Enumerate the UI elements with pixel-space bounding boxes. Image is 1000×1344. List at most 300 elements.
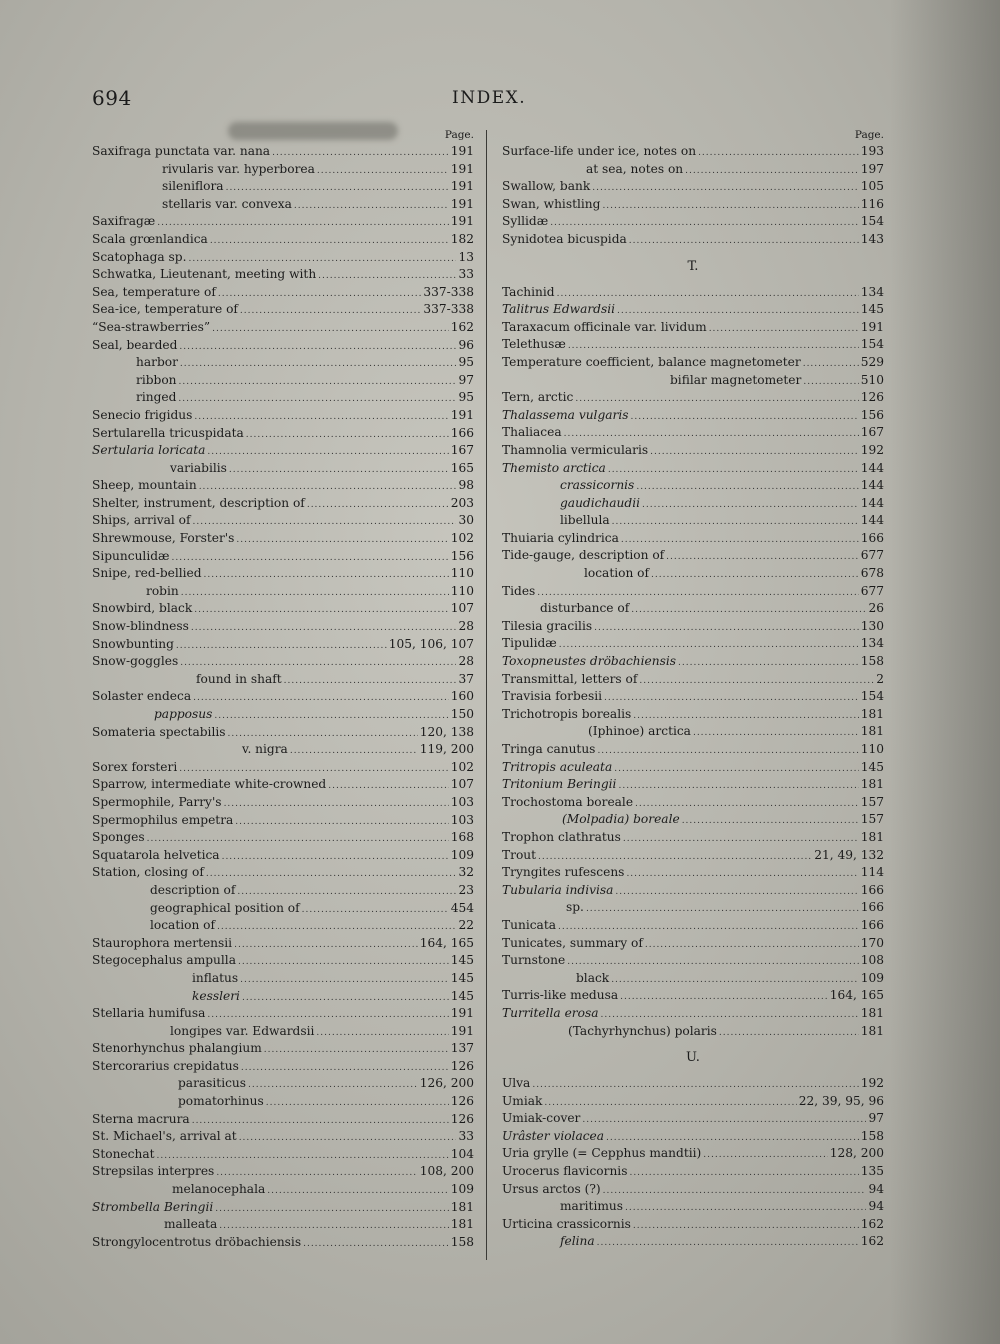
entry-term: Trophon clathratus	[502, 829, 621, 844]
entry-page-number: 191	[450, 196, 474, 211]
index-entry	[502, 671, 884, 689]
dot-leader	[803, 374, 858, 392]
entry-page-number: 145	[860, 759, 884, 774]
dot-leader	[317, 163, 449, 181]
index-entry	[92, 389, 474, 407]
entry-page-number: 181	[450, 1199, 474, 1214]
index-entry	[502, 530, 884, 548]
entry-term: robin	[146, 583, 179, 598]
index-entry	[502, 231, 884, 249]
index-entry	[502, 336, 884, 354]
entry-term: Stenorhynchus phalangium	[92, 1041, 262, 1056]
entry-page-number: 126	[450, 1094, 474, 1109]
entry-page-number: 166	[450, 425, 474, 440]
column-divider	[486, 130, 487, 1260]
entry-page-number: 167	[450, 443, 474, 458]
index-entry	[502, 600, 884, 618]
entry-term: Tilesia gracilis	[502, 618, 593, 633]
entry-page-number: 33	[458, 267, 474, 282]
entry-page-number: 105, 106, 107	[388, 636, 474, 651]
entry-page-number: 134	[860, 636, 884, 651]
entry-term: felina	[560, 1234, 595, 1249]
index-entry	[502, 424, 884, 442]
entry-term: bifilar magnetometer	[670, 372, 802, 387]
index-entry	[92, 1058, 474, 1076]
entry-page-number: 192	[860, 1076, 884, 1091]
dot-leader	[179, 374, 457, 392]
dot-leader	[594, 620, 859, 638]
entry-page-number: 119, 200	[419, 742, 474, 757]
dot-leader	[567, 954, 859, 972]
entry-page-number: 28	[458, 619, 474, 634]
entry-term: Tipulidæ	[502, 636, 557, 651]
dot-leader	[235, 814, 448, 832]
index-entry	[502, 301, 884, 319]
entry-page-number: 30	[458, 513, 474, 528]
entry-term: Snow-blindness	[92, 619, 189, 634]
entry-term: Snowbird, black	[92, 601, 193, 616]
entry-term: Ulva	[502, 1076, 531, 1091]
dot-leader	[215, 1201, 448, 1219]
index-entry	[92, 583, 474, 601]
index-entry	[502, 952, 884, 970]
index-entry	[502, 354, 884, 372]
entry-term: inflatus	[192, 970, 239, 985]
entry-term: Station, closing of	[92, 865, 204, 880]
entry-page-number: 126	[450, 1111, 474, 1126]
entry-page-number: 134	[860, 284, 884, 299]
entry-page-number: 145	[860, 302, 884, 317]
entry-page-number: 120, 138	[419, 724, 474, 739]
index-entry	[502, 970, 884, 988]
entry-page-number: 510	[860, 372, 884, 387]
entry-term: maritimus	[560, 1199, 624, 1214]
entry-page-number: 168	[450, 830, 474, 845]
entry-term: Seal, bearded	[92, 337, 178, 352]
entry-page-number: 157	[860, 794, 884, 809]
entry-page-number: 103	[450, 812, 474, 827]
dot-leader	[193, 690, 449, 708]
dot-leader	[241, 1060, 449, 1078]
entry-page-number: 108	[860, 953, 884, 968]
dot-leader	[224, 796, 449, 814]
dot-leader	[302, 902, 449, 920]
entry-term: melanocephala	[172, 1182, 266, 1197]
index-entry	[92, 776, 474, 794]
index-entry	[502, 512, 884, 530]
dot-leader	[629, 1165, 858, 1183]
dot-leader	[614, 761, 859, 779]
index-entry	[92, 178, 474, 196]
dot-leader	[698, 145, 859, 163]
index-entry	[92, 1040, 474, 1058]
dot-leader	[207, 444, 448, 462]
entry-page-number: 110	[450, 583, 474, 598]
entry-page-number: 529	[860, 354, 884, 369]
entry-term: Tritonium Beringii	[502, 777, 617, 792]
index-entry	[92, 864, 474, 882]
index-entry	[92, 1216, 474, 1234]
entry-term: disturbance of	[540, 601, 630, 616]
index-entry	[92, 1146, 474, 1164]
dot-leader	[611, 972, 859, 990]
entry-term: (Molpadia) boreale	[562, 812, 680, 827]
entry-page-number: 94	[868, 1199, 884, 1214]
dot-leader	[666, 549, 859, 567]
entry-page-number: 109	[450, 1182, 474, 1197]
index-entry	[92, 407, 474, 425]
entry-page-number: 128, 200	[829, 1146, 884, 1161]
entry-page-number: 2	[876, 671, 884, 686]
index-entry	[502, 1216, 884, 1234]
index-entry	[92, 653, 474, 671]
index-entry	[92, 724, 474, 742]
index-entry	[502, 741, 884, 759]
entry-page-number: 102	[450, 759, 474, 774]
index-entry	[92, 249, 474, 267]
dot-leader	[703, 1147, 827, 1165]
entry-term: sileniflora	[162, 179, 224, 194]
index-entry	[502, 1023, 884, 1041]
entry-page-number: 162	[860, 1216, 884, 1231]
entry-page-number: 33	[458, 1129, 474, 1144]
index-entry	[92, 1128, 474, 1146]
entry-term: Turritella erosa	[502, 1005, 599, 1020]
index-entry	[502, 477, 884, 495]
dot-leader	[650, 444, 859, 462]
dot-leader	[180, 356, 457, 374]
entry-term: kessleri	[192, 988, 240, 1003]
entry-page-number: 96	[458, 337, 474, 352]
dot-leader	[633, 1218, 859, 1236]
index-entry	[92, 354, 474, 372]
entry-page-number: 191	[450, 407, 474, 422]
index-entry	[502, 583, 884, 601]
index-entry	[92, 988, 474, 1006]
entry-term: Thuiaria cylindrica	[502, 530, 619, 545]
entry-term: Turris-like medusa	[502, 988, 619, 1003]
entry-term: Scatophaga sp.	[92, 249, 187, 264]
index-entry	[502, 847, 884, 865]
entry-term: Senecio frigidus	[92, 407, 193, 422]
index-entry	[92, 143, 474, 161]
entry-page-number: 160	[450, 689, 474, 704]
index-entry	[502, 776, 884, 794]
dot-leader	[214, 708, 448, 726]
dot-leader	[212, 321, 449, 339]
dot-leader	[239, 1130, 457, 1148]
entry-term: Tunicata	[502, 917, 556, 932]
index-entry	[92, 847, 474, 865]
entry-page-number: 181	[860, 777, 884, 792]
entry-term: Saxifraga punctata var. nana	[92, 144, 271, 158]
entry-term: Tachinid	[502, 284, 555, 299]
entry-page-number: 126	[450, 1058, 474, 1073]
entry-page-number: 164, 165	[829, 988, 884, 1003]
entry-page-number: 21, 49, 132	[814, 847, 884, 862]
entry-page-number: 181	[860, 724, 884, 739]
index-entry	[502, 389, 884, 407]
entry-page-number: 191	[450, 161, 474, 176]
entry-term: longipes var. Edwardsii	[170, 1023, 315, 1038]
entry-page-number: 109	[860, 970, 884, 985]
index-entry	[502, 143, 884, 161]
entry-page-number: 181	[860, 829, 884, 844]
dot-leader	[582, 1112, 866, 1130]
entry-page-number: 114	[860, 865, 884, 880]
entry-term: Thamnolia vermicularis	[502, 442, 649, 457]
index-entry	[92, 425, 474, 443]
entry-page-number: 110	[450, 566, 474, 581]
index-column-right	[502, 128, 884, 1251]
entry-term: (Tachyrhynchus) polaris	[568, 1023, 717, 1038]
index-entry	[502, 1005, 884, 1023]
entry-term: Stellaria humifusa	[92, 1006, 206, 1021]
entry-term: rivularis var. hyperborea	[162, 161, 315, 176]
dot-leader	[625, 1200, 866, 1218]
running-head: INDEX.	[452, 88, 527, 108]
entry-page-number: 170	[860, 935, 884, 950]
index-entry	[92, 530, 474, 548]
entry-term: ringed	[136, 390, 177, 405]
index-entry	[92, 794, 474, 812]
entry-page-number: 154	[860, 689, 884, 704]
entry-term: Stercorarius crepidatus	[92, 1058, 239, 1073]
entry-page-number: 156	[450, 548, 474, 563]
entry-term: Synidotea bicuspida	[502, 231, 627, 246]
dot-leader	[178, 391, 456, 409]
entry-page-number: 166	[860, 917, 884, 932]
dot-leader	[612, 514, 859, 532]
entry-term: pomatorhinus	[178, 1094, 264, 1109]
index-entry	[502, 407, 884, 425]
entry-page-number: 166	[860, 530, 884, 545]
index-entry	[92, 284, 474, 302]
entry-page-number: 158	[860, 654, 884, 669]
entry-term: Telethusæ	[502, 337, 566, 352]
dot-leader	[204, 567, 449, 585]
dot-leader	[631, 409, 859, 427]
dot-leader	[328, 778, 449, 796]
entry-term: Tringa canutus	[502, 742, 596, 756]
entry-term: v. nigra	[242, 742, 288, 757]
dot-leader	[602, 198, 858, 216]
entry-term: Taraxacum officinale var. lividum	[502, 319, 707, 334]
entry-term: Umiak	[502, 1093, 543, 1108]
index-entry	[502, 917, 884, 935]
entry-term: location of	[150, 918, 216, 933]
entry-page-number: 154	[860, 337, 884, 352]
entry-page-number: 165	[450, 460, 474, 475]
dot-leader	[544, 1095, 796, 1113]
entry-term: description of	[150, 882, 236, 897]
index-entry	[92, 600, 474, 618]
index-entry	[502, 829, 884, 847]
entry-term: Talitrus Edwardsii	[502, 302, 616, 317]
dot-leader	[194, 602, 449, 620]
entry-term: geographical position of	[150, 900, 300, 915]
entry-term: variabilis	[170, 460, 227, 475]
entry-term: Tryngites rufescens	[502, 865, 625, 880]
entry-term: Transmittal, letters of	[502, 671, 638, 686]
index-entry	[92, 812, 474, 830]
entry-term: Staurophora mertensii	[92, 935, 233, 950]
entry-term: at sea, notes on	[586, 161, 684, 176]
index-column-left	[92, 128, 474, 1251]
entry-page-number: 156	[860, 407, 884, 422]
entry-term: St. Michael's, arrival at	[92, 1129, 237, 1144]
entry-page-number: 191	[450, 179, 474, 194]
entry-term: crassicornis	[560, 478, 635, 493]
entry-term: Stegocephalus ampulla	[92, 953, 236, 968]
dot-leader	[620, 989, 828, 1007]
entry-term: Tern, arctic	[502, 390, 574, 405]
dot-leader	[693, 725, 859, 743]
dot-leader	[246, 427, 449, 445]
index-entry	[92, 372, 474, 390]
entry-page-number: 102	[450, 531, 474, 546]
entry-page-number: 108, 200	[419, 1164, 474, 1179]
entry-term: Tide-gauge, description of	[502, 548, 665, 563]
entry-page-number: 181	[860, 1023, 884, 1038]
entry-term: Surface-life under ice, notes on	[502, 144, 697, 158]
dot-leader	[645, 937, 859, 955]
index-entry	[502, 460, 884, 478]
entry-term: location of	[584, 566, 650, 581]
entry-term: malleata	[164, 1217, 218, 1232]
dot-leader	[236, 532, 448, 550]
index-entry	[92, 706, 474, 724]
dot-leader	[307, 497, 449, 515]
index-entry	[502, 1163, 884, 1181]
entry-list-left	[92, 143, 474, 1251]
entry-term: Syllidæ	[502, 214, 549, 229]
entry-page-number: 144	[860, 495, 884, 510]
index-entry	[502, 284, 884, 302]
entry-term: Spermophilus empetra	[92, 812, 234, 827]
dot-leader	[618, 778, 858, 796]
index-entry	[502, 1181, 884, 1199]
entry-page-number: 22, 39, 95, 96	[798, 1093, 884, 1108]
entry-term: papposus	[154, 707, 213, 721]
dot-leader	[210, 233, 449, 251]
entry-term: gaudichaudii	[560, 495, 641, 510]
index-entry	[92, 213, 474, 231]
index-entry	[502, 688, 884, 706]
entry-term: Stonechat	[92, 1146, 155, 1161]
entry-term: black	[576, 970, 610, 985]
index-entry	[92, 741, 474, 759]
entry-term: Strongylocentrotus dröbachiensis	[92, 1234, 302, 1249]
entry-term: Sipunculidæ	[92, 548, 170, 563]
entry-term: Sea, temperature of	[92, 284, 216, 299]
index-entry	[92, 671, 474, 689]
index-entry	[502, 1145, 884, 1163]
index-entry	[92, 1111, 474, 1129]
entry-page-number: 181	[860, 706, 884, 721]
entry-page-number: 166	[860, 900, 884, 915]
entry-page-number: 158	[450, 1234, 474, 1249]
entry-page-number: 167	[860, 425, 884, 440]
dot-leader	[242, 990, 449, 1008]
entry-term: Uria grylle (= Cepphus mandtii)	[502, 1146, 702, 1161]
index-entry	[502, 635, 884, 653]
entry-page-number: 162	[860, 1234, 884, 1249]
index-entry	[92, 1023, 474, 1041]
entry-term: Urocerus flavicornis	[502, 1164, 628, 1179]
entry-term: Saxifragæ	[92, 214, 156, 229]
entry-term: Squatarola helvetica	[92, 847, 220, 862]
index-entry	[92, 337, 474, 355]
entry-list-right	[502, 143, 884, 1251]
dot-leader	[719, 1025, 859, 1043]
entry-term: “Sea-strawberries”	[92, 319, 211, 334]
index-entry	[92, 1163, 474, 1181]
entry-term: Ursus arctos (?)	[502, 1181, 601, 1196]
entry-page-number: 23	[458, 882, 474, 897]
index-entry	[502, 864, 884, 882]
entry-page-number: 97	[458, 372, 474, 387]
index-entry	[502, 1110, 884, 1128]
entry-page-number: 110	[860, 742, 884, 756]
dot-leader	[294, 198, 449, 216]
dot-leader	[608, 462, 859, 480]
entry-term: Tritropis aculeata	[502, 759, 613, 774]
index-entry	[502, 723, 884, 741]
dot-leader	[642, 497, 859, 515]
dot-leader	[303, 1236, 449, 1254]
dot-leader	[682, 813, 859, 831]
dot-leader	[639, 673, 874, 691]
index-entry	[502, 213, 884, 231]
index-entry	[92, 495, 474, 513]
section-letter: U.	[686, 1050, 700, 1066]
entry-page-number: 181	[450, 1217, 474, 1232]
dot-leader	[586, 901, 859, 919]
index-entry	[92, 688, 474, 706]
entry-term: Sertularella tricuspidata	[92, 425, 244, 440]
entry-term: Shelter, instrument, description of	[92, 495, 305, 510]
index-entry	[92, 935, 474, 953]
dot-leader	[651, 567, 859, 585]
index-entry	[92, 952, 474, 970]
dot-leader	[597, 1235, 859, 1253]
index-entry	[92, 829, 474, 847]
entry-term: Umiak-cover	[502, 1111, 581, 1126]
dot-leader	[631, 602, 866, 620]
entry-term: parasiticus	[178, 1076, 247, 1091]
dot-leader	[240, 972, 449, 990]
entry-page-number: 145	[450, 988, 474, 1003]
index-entry	[92, 301, 474, 319]
entry-page-number: 166	[860, 882, 884, 897]
entry-term: Turnstone	[502, 953, 566, 968]
index-entry	[92, 618, 474, 636]
entry-term: Themisto arctica	[502, 460, 606, 475]
dot-leader	[267, 1183, 448, 1201]
dot-leader	[171, 550, 448, 568]
entry-page-number: 135	[860, 1164, 884, 1179]
entry-page-number: 158	[860, 1128, 884, 1143]
entry-term: Sponges	[92, 830, 145, 845]
dot-leader	[629, 233, 859, 251]
index-entry	[92, 1093, 474, 1111]
dot-leader	[222, 849, 449, 867]
index-entry	[502, 1075, 884, 1093]
entry-term: Sterna macrura	[92, 1111, 190, 1126]
index-entry	[502, 1198, 884, 1216]
entry-page-number: 337-338	[423, 302, 474, 317]
